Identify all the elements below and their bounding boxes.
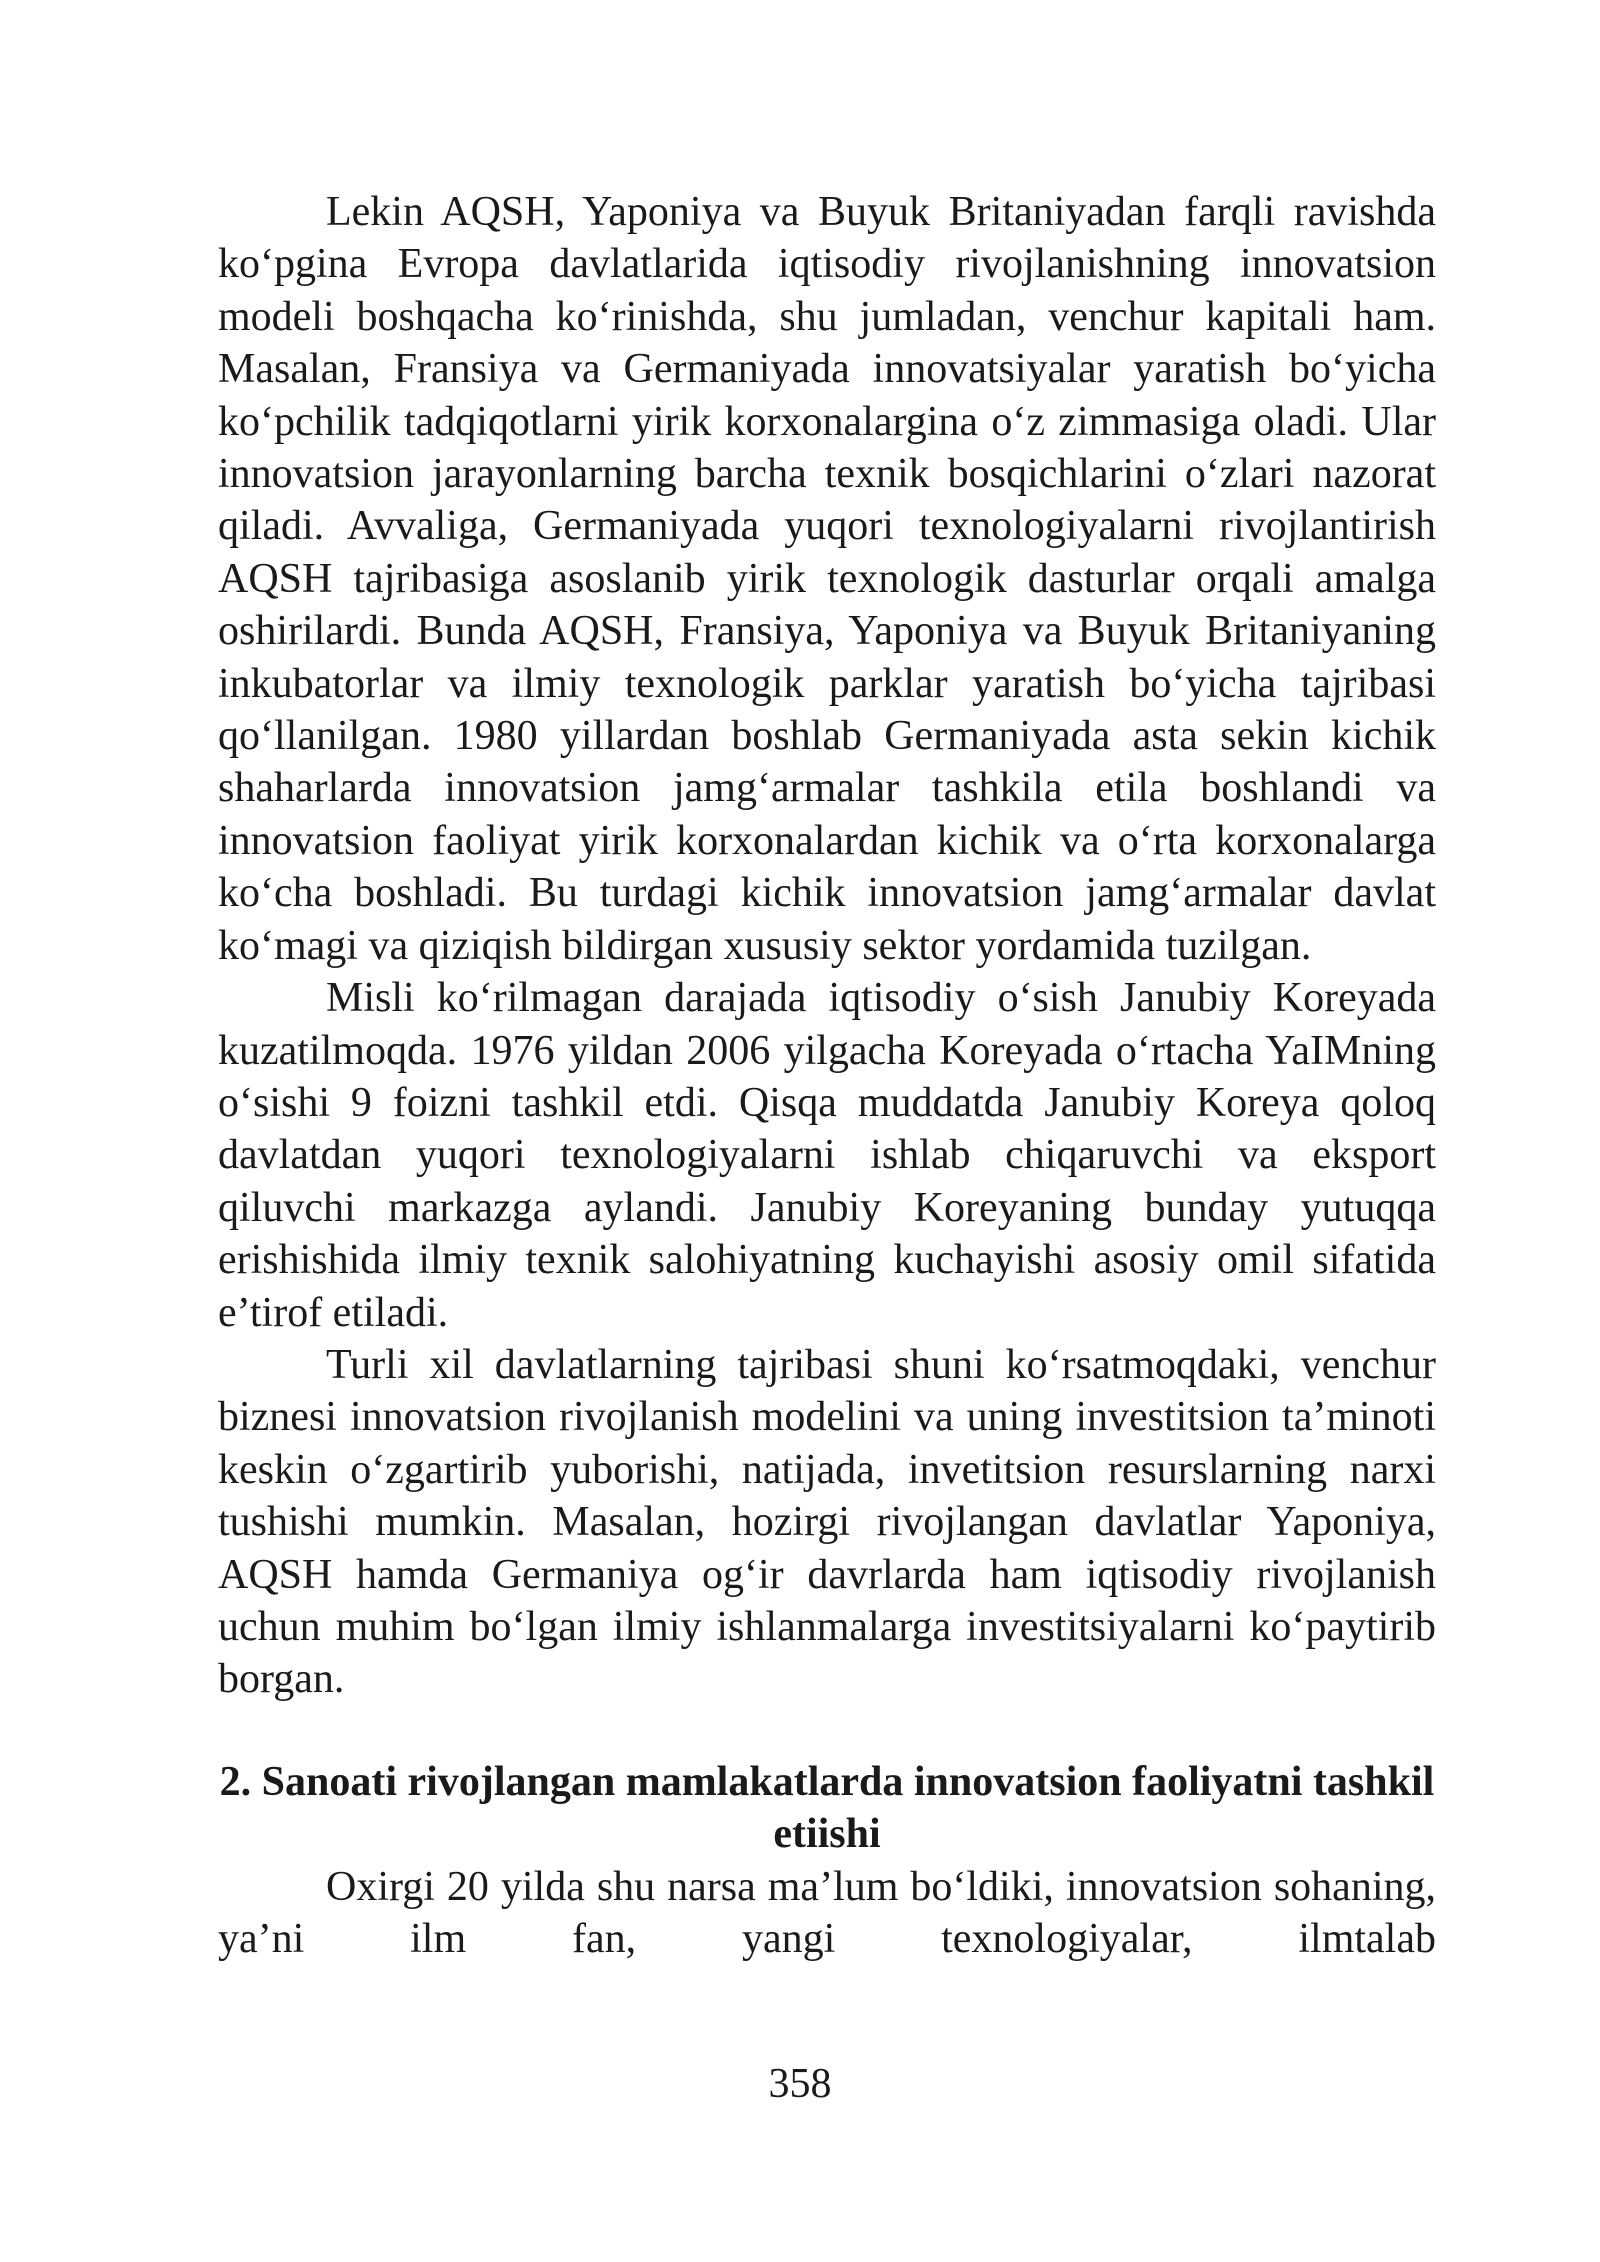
section-heading: 2. Sanoati rivojlangan mamlakatlarda innovatsion faoliyatni tashkil etiishi [219, 1758, 1435, 1858]
paragraph-last-20-years: Oxirgi 20 yilda shu narsa ma’lum bo‘ldiki, innovatsion sohaning, ya’ni ilm fan, yangi texnologiyalar, ilmtalab [218, 1863, 1436, 1962]
page-number: 358 [768, 2061, 832, 2107]
paragraph-south-korea: Misli ko‘rilmagan darajada iqtisodiy o‘sish Janubiy Koreyada kuzatilmoqda. 1976 yildan 2006 yilgacha Koreyada o‘rtacha YaIMning o‘sishi 9 foizni tashkil etdi. Qisqa muddatda Janubiy Koreya qoloq davlatdan yuqori texnologiyalarni ishlab chiqaruvchi va eksport qiluvchi markazga aylandi. Janubiy Koreyaning bunday yutuqqa erishishida ilmiy texnik salohiyatning kuchayishi asosiy omil sifatida e’tirof etiladi. [218, 975, 1436, 1336]
paragraph-europe-innovation: Lekin AQSH, Yaponiya va Buyuk Britaniyadan farqli ravishda ko‘pgina Evropa davlatlarida iqtisodiy rivojlanishning innovatsion modeli boshqacha ko‘rinishda, shu jumladan, venchur kapitali ham. Masalan, Fransiya va Germaniyada innovatsiyalar yaratish bo‘yicha ko‘pchilik tadqiqotlarni yirik korxonalargina o‘z zimmasiga oladi. Ular innovatsion jarayonlarning barcha texnik bosqichlarini o‘zlari nazorat qiladi. Avvaliga, Germaniyada yuqori texnologiyalarni rivojlantirish AQSH tajribasiga asoslanib yirik texnologik dasturlar orqali amalga oshirilardi. Bunda AQSH, Fransiya, Yaponiya va Buyuk Britaniyaning inkubatorlar va ilmiy texnologik parklar yaratish bo‘yicha tajribasi qo‘llanilgan. 1980 yillardan boshlab Germaniyada asta sekin kichik shaharlarda innovatsion jamg‘armalar tashkila etila boshlandi va innovatsion faoliyat yirik korxonalardan kichik va o‘rta korxonalarga ko‘cha boshladi. Bu turdagi kichik innovatsion jamg‘armalar davlat ko‘magi va qiziqish bildirgan xususiy sektor yordamida tuzilgan. [218, 189, 1436, 969]
page-body [218, 186, 1436, 1965]
paragraph-venture-business: Turli xil davlatlarning tajribasi shuni ko‘rsatmoqdaki, venchur biznesi innovatsion rivojlanish modelini va uning investitsion ta’minoti keskin o‘zgartirib yuborishi, natijada, invetitsion resurslarning narxi tushishi mumkin. Masalan, hozirgi rivojlangan davlatlar Yaponiya, AQSH hamda Germaniya og‘ir davrlarda ham iqtisodiy rivojlanish uchun muhim bo‘lgan ilmiy ishlanmalarga investitsiyalarni ko‘paytirib borgan. [218, 1341, 1436, 1703]
